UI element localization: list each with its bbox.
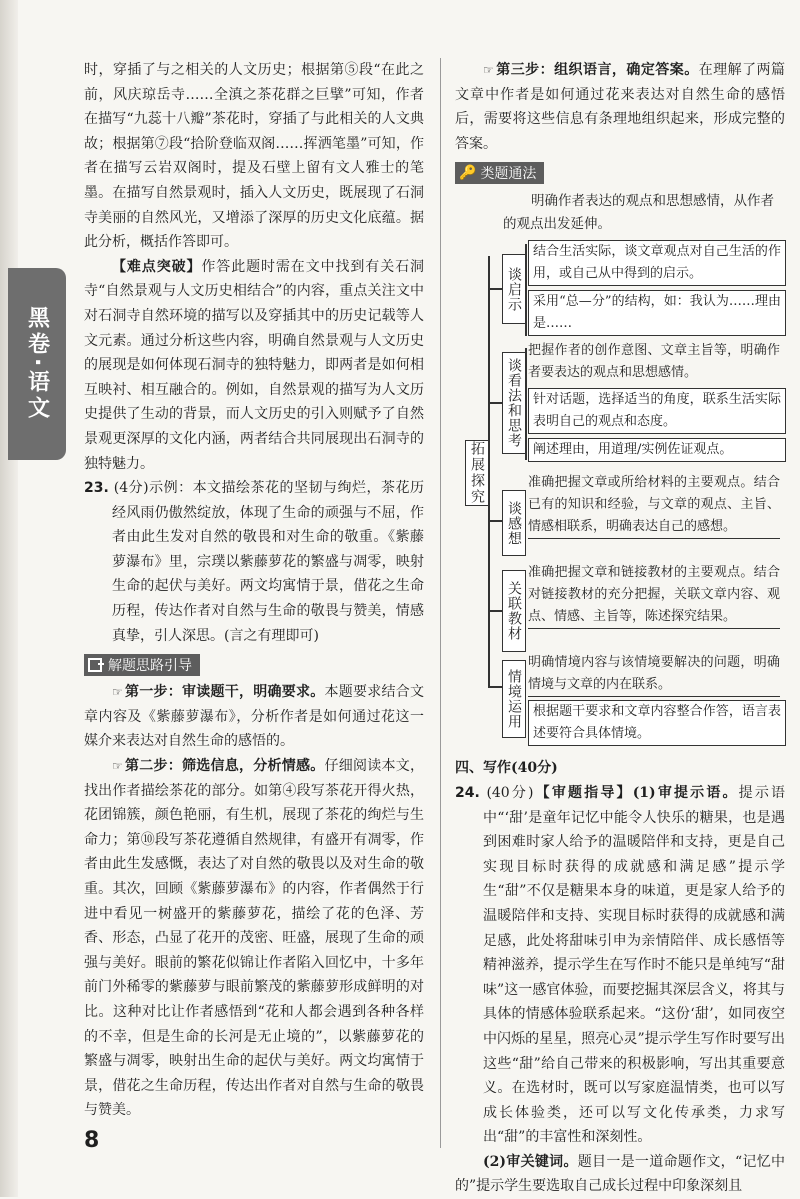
question-23	[84, 476, 424, 648]
category-views: 谈看法和思考	[502, 352, 526, 454]
page-number: 8	[84, 1128, 100, 1153]
context-intro: 明确情境内容与该情境要解决的问题，明确情境与文章的内在联系。	[528, 652, 780, 697]
question-24-sub1: (1)审提示语。	[632, 784, 739, 801]
section-writing: 四、写作(40分)	[455, 760, 558, 777]
difficulty-label: 【难点突破】	[112, 258, 202, 275]
enlightenment-leaf-1: 结合生活实际，谈文章观点对自己生活的作用，或自己从中得到的启示。	[528, 240, 786, 286]
views-leaf-1: 针对话题，选择适当的角度，联系生活实际表明自己的观点和态度。	[528, 388, 786, 434]
column-divider	[440, 58, 441, 1148]
step-2-label: 第二步：筛选信息，分析情感。	[124, 758, 325, 775]
question-24-sub2: (2)审关键词。	[483, 1153, 578, 1170]
right-column	[455, 58, 785, 1199]
step-3	[455, 58, 785, 156]
question-24-text2: 题目一是一道命题作文，“记忆中的”提示学生要选取自己成长过程中印象深刻且	[455, 1153, 785, 1195]
category-stem	[525, 348, 527, 460]
step-2-text: 仔细阅读本文，找出作者描绘茶花的部分。如第④段写茶花开得火热，花团锦簇，颜色艳丽，有生机，展现了茶花的绚烂与生命力；第⑩段写茶花遵循自然规律，有盛开有凋零，作者由此生发感慨，表达了对自然的敬畏以及对生命的敬重。其次，回顾《紫藤萝瀑布》的内容，作者偶然于行进中看见一树盛开的紫藤萝花，描绘了花的色泽、芳香、形态，凸显了花开的茂密、旺盛，展现了生命的顽强与美好。眼前的繁花似锦让作者陷入回忆中，十多年前门外稀零的紫藤萝与眼前繁茂的紫藤萝形成鲜明的对比。这种对比让作者感悟到“花和人都会遇到各种各样的不幸，但是生命的长河是无止境的”，以紫藤萝花的繁盛与凋零，映射出生命的起伏与美好。两文均寓情于景，借花之生命历程，传达出作者对自然与生命的敬畏与赞美。	[84, 758, 425, 1119]
question-24-part2	[455, 1150, 785, 1199]
mindmap-intro: 明确作者表达的观点和思想感情，从作者的观点出发延伸。	[503, 193, 774, 233]
difficulty-paragraph	[84, 255, 424, 476]
method-label: 类题通法	[480, 166, 537, 183]
branch-connector	[488, 610, 502, 612]
question-24-text1: 提示语中“‘甜’是童年记忆中能令人快乐的糖果，也是遇到困难时家人给予的温暖陪伴和支持，更是自己实现目标时获得的成就感和满足感”提示学生“甜”不仅是糖果本身的味道，更是家人给予的温暖陪伴和支持、实现目标时获得的成就感和满足感，此处将甜味引申为亲情陪伴、成长感悟等精神滋养，提示学生在写作时不能只是单纯写“甜味”这一感官体验，而要挖掘其深层含义，将其与具体的情感体验联系起来。“这份‘甜’，如同夜空中闪烁的星星，照亮心灵”提示学生写作时要写出这些“甜”给自己带来的积极影响，写出其重要意义。在选材时，既可以写家庭温情类，也可以写成长体验类，还可以写文化传承类，力求写出“甜”的丰富性和深刻性。	[483, 784, 786, 1146]
solution-guide-badge	[84, 654, 200, 676]
branch-connector	[488, 686, 502, 688]
step-1	[84, 680, 424, 754]
step-3-text: 在理解了两篇文章中作者是如何通过花来表达对自然生命的感悟后，需要将这些信息有条理地组织起来，形成完整的答案。	[455, 62, 786, 152]
pointing-hand-icon: ☞	[112, 759, 123, 774]
feelings-leaf: 准确把握文章或所给材料的主要观点。结合已有的知识和经验，与文章的观点、主旨、情感相联系，明确表达自己的感想。	[528, 472, 780, 539]
page-binding-shadow	[0, 0, 18, 1197]
mindmap-trunk	[488, 256, 490, 686]
question-24	[455, 781, 785, 1150]
left-column	[84, 58, 424, 1123]
analysis-paragraph: 时，穿插了与之相关的人文历史；根据第⑤段“在此之前，风庆琼岳寺……全滇之茶花群之巨擘”可知，作者在描写“九蕊十八瓣”茶花时，穿插了与此相关的人文典故；根据第⑦段“拾阶登临双阁……挥洒笔墨”可知，作者在描写云岩双阁时，提及石壁上留有文人雅士的笔墨。在描写自然景观时，插入人文历史，既展现了石洞寺美丽的自然风光，又增添了深厚的历史文化底蕴。据此分析，概括作答即可。	[84, 62, 424, 251]
branch-connector	[488, 288, 502, 290]
category-stem	[525, 244, 527, 336]
mindmap-root: 拓展探究	[465, 440, 489, 506]
difficulty-text: 作答此题时需在文中找到有关石洞寺“自然景观与人文历史相结合”的内容，重点关注文中对石洞寺自然环境的描写以及穿插其中的历史记载等人文元素。通过分析这些内容，明确自然景观与人文历史的展现是如何体现石洞寺的独特魅力，即两者是如何相互映衬、相互融合的。例如，自然景观的描写为人文历史提供了生动的背景，而人文历史的引入则赋予了自然景观更深厚的文化内涵，两者结合共同展现出石洞寺的独特魅力。	[84, 258, 425, 472]
step-1-text: 本题要求结合文章内容及《紫藤萝瀑布》，分析作者是如何通过花这一媒介来表达对自然生命的感悟的。	[84, 684, 425, 750]
textbook-leaf: 准确把握文章和链接教材的主要观点。结合对链接教材的充分把握，关联文章内容、观点、情感、主旨等，陈述探究结果。	[528, 562, 780, 629]
category-feelings: 谈感想	[502, 490, 526, 556]
views-leaf-2: 阐述理由，用道理/实例佐证观点。	[528, 438, 786, 462]
category-enlightenment: 谈启示	[502, 254, 526, 324]
enlightenment-leaf-2: 采用“总—分”的结构，如：我认为……理由是……	[528, 290, 786, 336]
pointing-hand-icon: ☞	[112, 685, 123, 700]
category-context: 情境运用	[502, 660, 526, 738]
key-icon: 🔑	[459, 165, 477, 182]
step-2	[84, 754, 424, 1123]
subject-side-tab	[8, 268, 66, 460]
question-24-number: 24.	[455, 784, 480, 801]
method-mindmap	[455, 190, 785, 752]
question-23-answer: (4分)示例：本文描绘茶花的坚韧与绚烂，茶花历经风雨仍傲然绽放，体现了生命的顽强与不屈，作者由此生发对自然的敬畏和对生命的敬重。《紫藤萝瀑布》里，宗璞以紫藤萝花的繁盛与凋零，映射生命的起伏与美好。两文均寓情于景，借花之生命历程，传达作者对自然与生命的敬畏与赞美，情感真挚，引人深思。(言之有理即可)	[112, 480, 424, 644]
branch-connector	[488, 520, 502, 522]
context-leaf: 根据题干要求和文章内容整合作答，语言表述要符合具体情境。	[528, 700, 786, 746]
side-tab-label: 黑卷·语文	[24, 305, 50, 423]
pencil-note-icon	[88, 658, 102, 672]
branch-connector	[488, 402, 502, 404]
views-intro: 把握作者的创作意图、文章主旨等，明确作者要表达的观点和思想感情。	[528, 343, 780, 381]
step-3-label: 第三步：组织语言，确定答案。	[495, 62, 699, 78]
method-badge	[455, 162, 544, 184]
question-24-score: (40分)	[486, 784, 534, 801]
category-textbook: 关联教材	[502, 570, 526, 652]
solution-guide-label: 解题思路引导	[108, 658, 192, 675]
pointing-hand-icon: ☞	[483, 63, 494, 77]
question-24-label: 【审题指导】	[533, 784, 633, 801]
step-1-label: 第一步：审读题干，明确要求。	[124, 684, 325, 701]
question-23-number: 23.	[84, 480, 109, 497]
